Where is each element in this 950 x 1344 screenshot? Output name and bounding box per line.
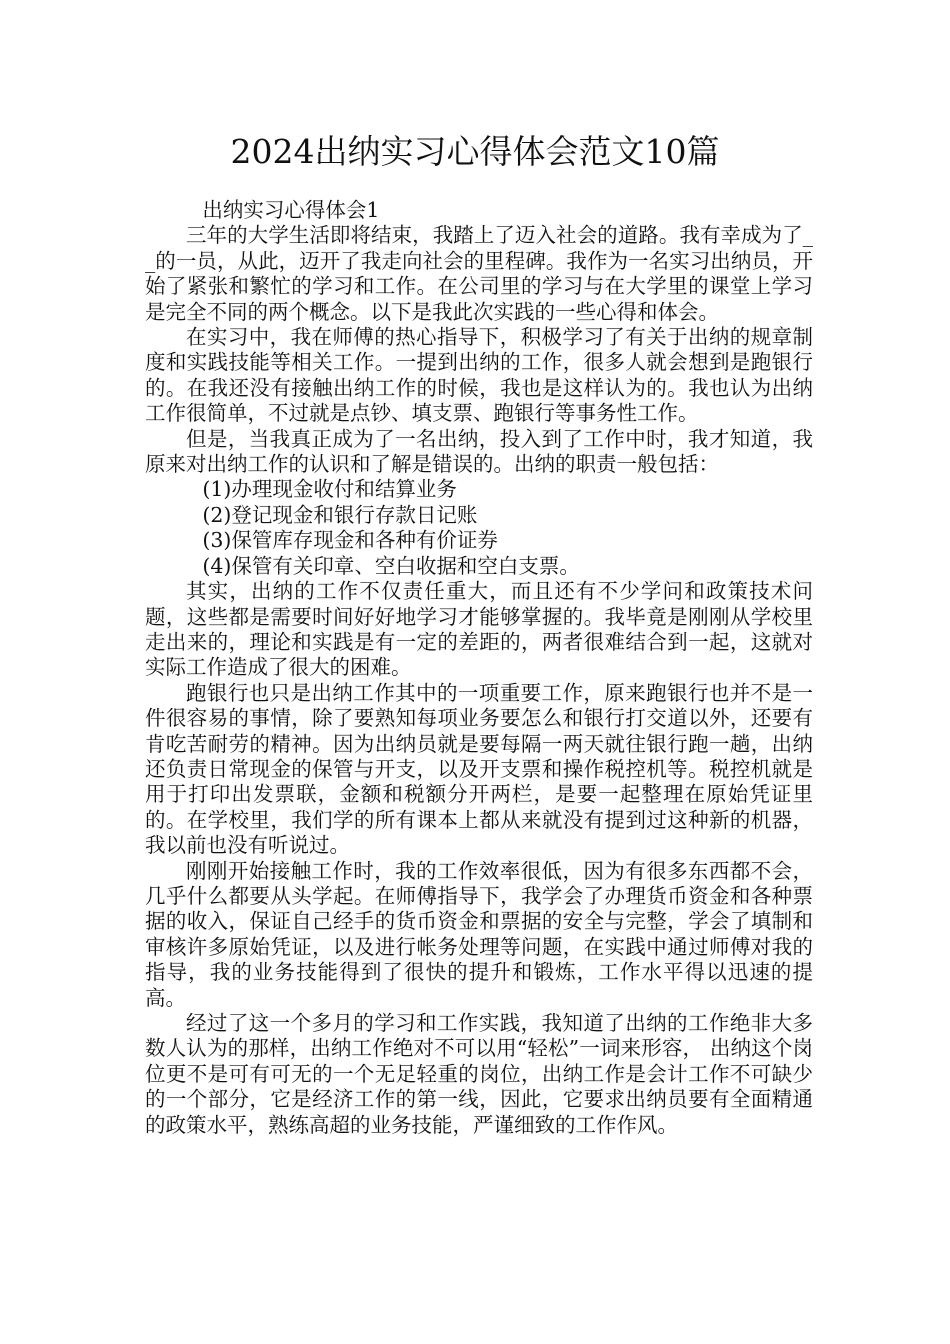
list-item: (3)保管库存现金和各种有价证券 <box>202 528 498 553</box>
document-title: 2024出纳实习心得体会范文10篇 <box>230 132 720 171</box>
list-item: (2)登记现金和银行存款日记账 <box>202 502 478 527</box>
list-item: (4)保管有关印章、空白收据和空白支票。 <box>202 553 580 578</box>
document-body <box>145 198 813 1138</box>
paragraph: 三年的大学生活即将结束，我踏上了迈入社会的道路。我有幸成为了__的一员，从此，迈开了我走向社会的里程碑。我作为一名实习出纳员，开始了紧张和繁忙的学习和工作。在公司里的学习与在大学里的课堂上学习是完全不同的两个概念。以下是我此次实践的一些心得和体会。 <box>145 223 813 324</box>
list-item: (1)办理现金收付和结算业务 <box>202 477 457 502</box>
paragraph: 在实习中，我在师傅的热心指导下，积极学习了有关于出纳的规章制度和实践技能等相关工作。一提到出纳的工作，很多人就会想到是跑银行的。在我还没有接触出纳工作的时候，我也是这样认为的。我也认为出纳工作很简单，不过就是点钞、填支票、跑银行等事务性工作。 <box>145 325 813 426</box>
paragraph: 跑银行也只是出纳工作其中的一项重要工作，原来跑银行也并不是一件很容易的事情，除了要熟知每项业务要怎么和银行打交道以外，还要有肯吃苦耐劳的精神。因为出纳员就是要每隔一两天就往银行跑一趟，出纳还负责日常现金的保管与开支，以及开支票和操作税控机等。税控机就是用于打印出发票联，金额和税额分开两栏，是要一起整理在原始凭证里的。在学校里，我们学的所有课本上都从来就没有提到过这种新的机器，我以前也没有听说过。 <box>145 680 813 858</box>
paragraph: 其实，出纳的工作不仅责任重大，而且还有不少学问和政策技术问题，这些都是需要时间好好地学习才能够掌握的。我毕竟是刚刚从学校里走出来的，理论和实践是有一定的差距的，两者很难结合到一起，这就对实际工作造成了很大的困难。 <box>145 579 813 680</box>
paragraph: 刚刚开始接触工作时，我的工作效率很低，因为有很多东西都不会，几乎什么都要从头学起。在师傅指导下，我学会了办理货币资金和各种票据的收入，保证自己经手的货币资金和票据的安全与完整，学会了填制和审核许多原始凭证，以及进行帐务处理等问题，在实践中通过师傅对我的指导，我的业务技能得到了很快的提升和锻炼，工作水平得以迅速的提高。 <box>145 858 813 1010</box>
paragraph: 但是，当我真正成为了一名出纳，投入到了工作中时，我才知道，我原来对出纳工作的认识和了解是错误的。出纳的职责一般包括： <box>145 426 813 477</box>
section-heading: 出纳实习心得体会1 <box>202 198 380 222</box>
paragraph: 经过了这一个多月的学习和工作实践，我知道了出纳的工作绝非大多数人认为的那样，出纳工作绝对不可以用“轻松”一词来形容， 出纳这个岗位更不是可有可无的一个无足轻重的岗位，出纳工作是会计工作不可缺少的一个部分，它是经济工作的第一线，因此，它要求出纳员要有全面精通的政策水平，熟练高超的业务技能，严谨细致的工作作风。 <box>145 1011 813 1137</box>
